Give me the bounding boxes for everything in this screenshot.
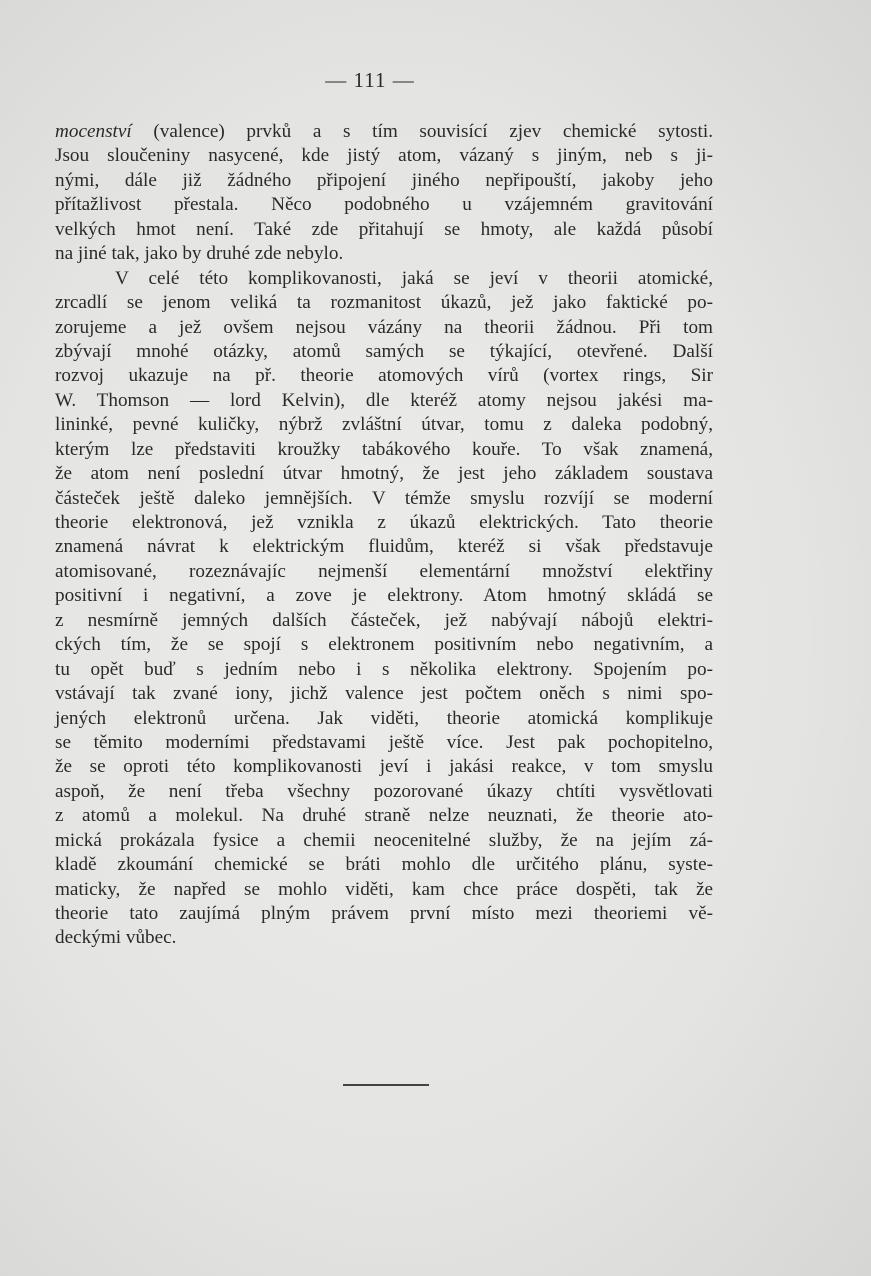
- line-text: (valence) prvků a s tím souvisící zjev chemické sytosti.: [131, 121, 713, 142]
- italic-term: mocenství: [55, 121, 132, 142]
- text-line: aspoň, že není třeba všechny pozorované úkazy chtíti vysvětlovati: [55, 780, 713, 802]
- text-line: zrcadlí se jenom veliká ta rozmanitost úkazů, jež jako faktické po-: [55, 292, 713, 314]
- text-line: W. Thomson — lord Kelvin), dle kteréž atomy nejsou jakési ma-: [55, 389, 713, 411]
- text-line: velkých hmot není. Také zde přitahují se hmoty, ale každá působí: [55, 218, 713, 240]
- text-line: V celé této komplikovanosti, jaká se jeví v theorii atomické,: [115, 267, 713, 289]
- text-line: že se oproti této komplikovanosti jeví i jakási reakce, v tom smyslu: [55, 756, 713, 778]
- text-line: ckých tím, že se spojí s elektronem positivním nebo negativním, a: [55, 634, 713, 656]
- text-line: přítažlivost přestala. Něco podobného u vzájemném gravitování: [55, 194, 713, 216]
- text-line: na jiné tak, jako by druhé zde nebylo.: [55, 243, 344, 265]
- text-line: zbývají mnohé otázky, atomů samých se týkající, otevřené. Další: [55, 340, 713, 362]
- text-line: z atomů a molekul. Na druhé straně nelze neuznati, že theorie ato-: [55, 805, 713, 827]
- text-line: atomisované, rozeznávajíc nejmenší elementární množství elektřiny: [55, 560, 713, 582]
- text-line: že atom není poslední útvar hmotný, že jest jeho základem soustava: [55, 463, 713, 485]
- text-line: vstávají tak zvané iony, jichž valence jest počtem oněch s nimi spo-: [55, 683, 713, 705]
- text-line: kladě zkoumání chemické se bráti mohlo dle určitého plánu, syste-: [55, 854, 713, 876]
- end-rule: [343, 1084, 429, 1086]
- text-line: maticky, že napřed se mohlo viděti, kam chce práce dospěti, tak že: [55, 878, 713, 900]
- text-line: zorujeme a jež ovšem nejsou vázány na theorii žádnou. Při tom: [55, 316, 713, 338]
- text-line: částeček ještě daleko jemnějších. V témže smyslu rozvíjí se moderní: [55, 487, 713, 509]
- text-line: [55, 120, 713, 144]
- text-line: positivní i negativní, a zove je elektrony. Atom hmotný skládá se: [55, 585, 713, 607]
- text-line: rozvoj ukazuje na př. theorie atomových vírů (vortex rings, Sir: [55, 365, 713, 387]
- text-line: deckými vůbec.: [55, 927, 177, 949]
- text-line: znamená návrat k elektrickým fluidům, kteréž si však představuje: [55, 536, 713, 558]
- body-text: [55, 120, 713, 951]
- text-line: Jsou sloučeniny nasycené, kde jistý atom, vázaný s jiným, neb s ji-: [55, 145, 713, 167]
- text-line: kterým lze představiti kroužky tabákového kouře. To však znamená,: [55, 438, 713, 460]
- text-line: theorie tato zaujímá plným právem první místo mezi theoriemi vě-: [55, 903, 713, 924]
- text-line: mická prokázala fysice a chemii neocenitelné služby, že na jejím zá-: [55, 829, 713, 851]
- text-line: z nesmírně jemných dalších částeček, jež nabývají nábojů elektri-: [55, 609, 713, 631]
- text-line: lininké, pevné kuličky, nýbrž zvláštní útvar, tomu z daleka podobný,: [55, 414, 713, 436]
- text-line: se těmito moderními představami ještě více. Jest pak pochopitelno,: [55, 731, 713, 753]
- text-line: tu opět buď s jedním nebo i s několika elektrony. Spojením po-: [55, 658, 713, 680]
- page-number: — 111 —: [325, 68, 415, 92]
- text-line: nými, dále již žádného připojení jiného nepřipouští, jakoby jeho: [55, 169, 713, 191]
- text-line: jených elektronů určena. Jak viděti, theorie atomická komplikuje: [55, 707, 713, 729]
- text-line: theorie elektronová, jež vznikla z úkazů elektrických. Tato theorie: [55, 512, 713, 533]
